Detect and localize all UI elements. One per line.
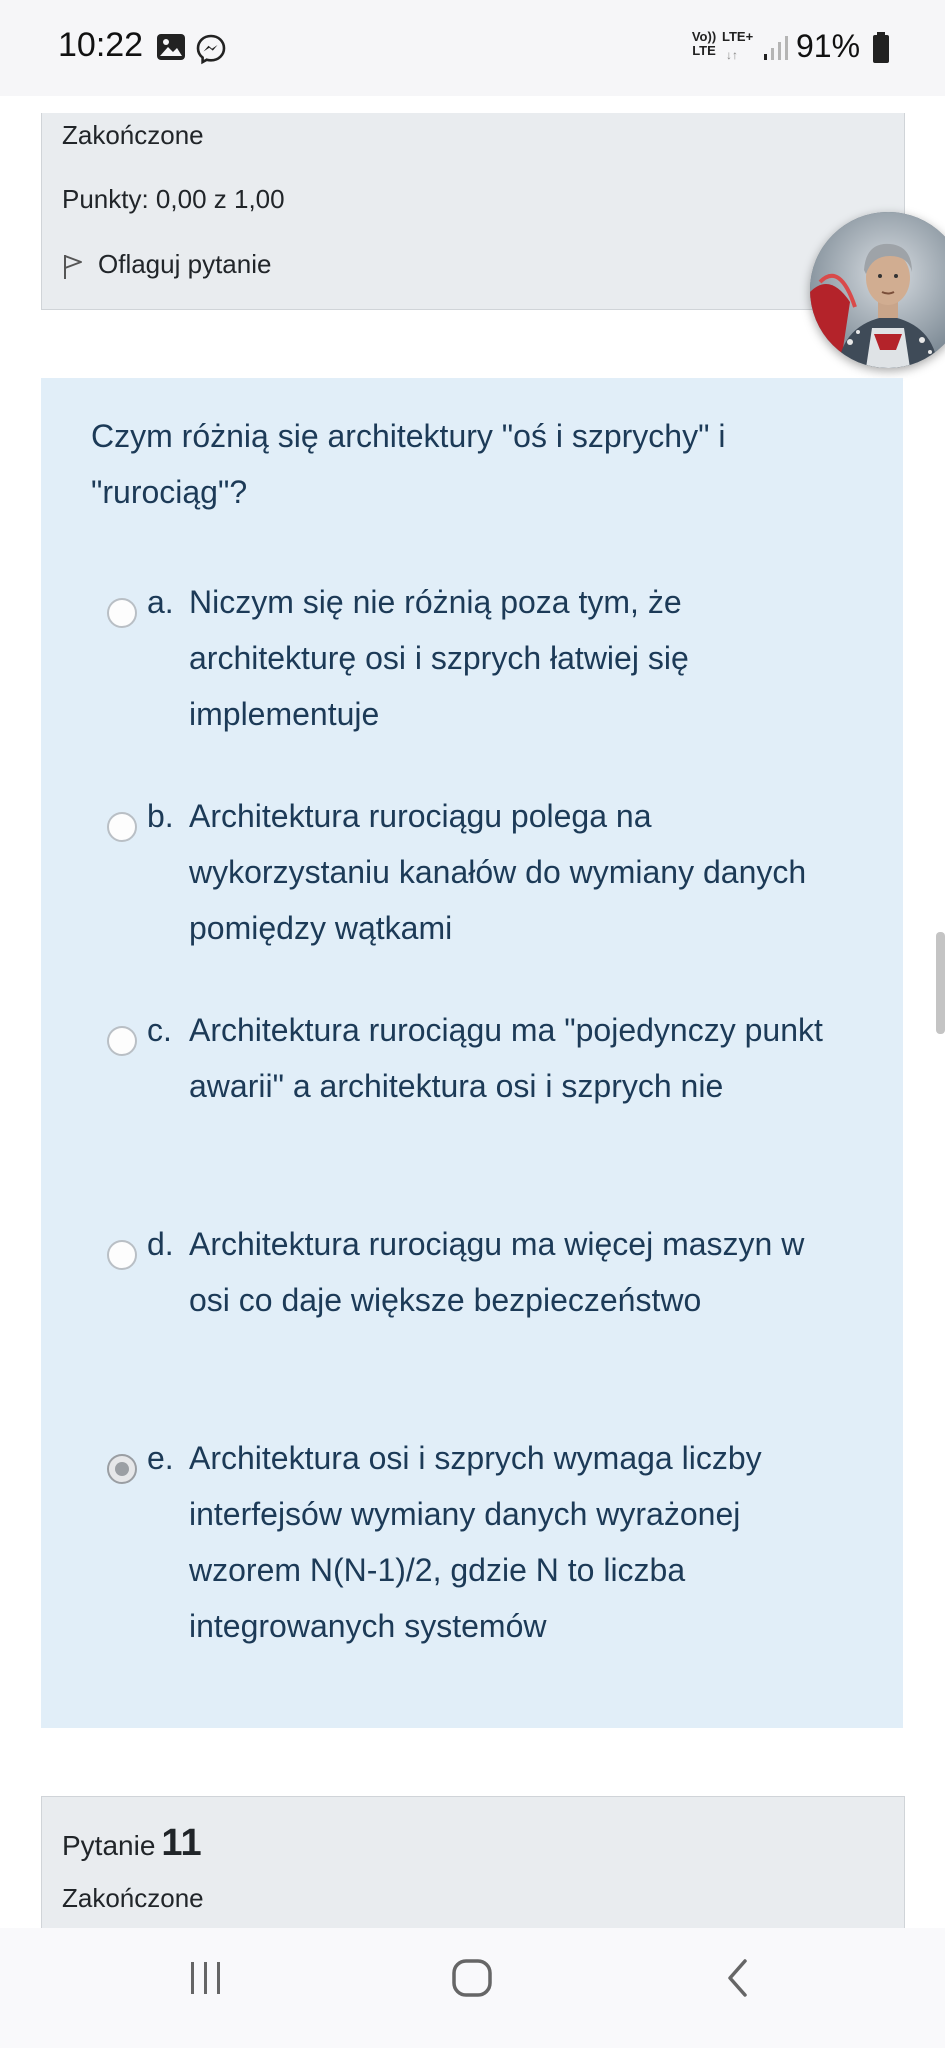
next-question-status: Zakończone <box>62 1883 204 1913</box>
previous-question-points: Punkty: 0,00 z 1,00 <box>62 184 285 214</box>
messenger-icon <box>195 33 227 70</box>
answer-letter: d. <box>147 1226 174 1262</box>
answer-radio-d[interactable] <box>107 1240 137 1270</box>
home-button[interactable] <box>449 1958 495 2003</box>
answer-text: Architektura rurociągu polega na wykorzystaniu kanałów do wymiany danych pomiędzy wątkami <box>189 798 807 946</box>
answer-text: Architektura rurociągu ma "pojedynczy punkt awarii" a architektura osi i szprych nie <box>189 1012 823 1104</box>
answer-radio-e[interactable] <box>107 1454 137 1484</box>
question-number-label <box>62 1822 202 1865</box>
question-number: 11 <box>161 1822 202 1864</box>
answer-text: Niczym się nie różnią poza tym, że architekturę osi i szprych łatwiej się implementuje <box>189 584 689 732</box>
battery-icon <box>872 32 890 69</box>
scrollbar-thumb[interactable] <box>936 932 945 1034</box>
volte-indicator: Vo)) LTE <box>691 29 717 58</box>
answer-letter: c. <box>147 1012 172 1048</box>
flag-question-link[interactable] <box>62 249 271 280</box>
back-button[interactable] <box>718 1958 758 2003</box>
question-label: Pytanie <box>62 1830 156 1861</box>
answer-radio-b[interactable] <box>107 812 137 842</box>
answer-radio-a[interactable] <box>107 598 137 628</box>
navigation-bar <box>0 1928 945 2048</box>
next-question-info <box>41 1796 905 1937</box>
previous-question-status: Zakończone <box>62 120 204 150</box>
recent-apps-button[interactable] <box>186 1958 226 2003</box>
status-time: 10:22 <box>58 26 144 64</box>
answer-letter: a. <box>147 584 174 620</box>
status-bar <box>0 0 945 96</box>
gallery-icon <box>156 33 186 66</box>
answer-text: Architektura rurociągu ma więcej maszyn w osi co daje większe bezpieczeństwo <box>189 1226 805 1318</box>
question-panel <box>41 378 903 1728</box>
data-arrows-icon: ↓↑ <box>726 48 738 62</box>
answer-radio-c[interactable] <box>107 1026 137 1056</box>
previous-question-info <box>41 113 905 310</box>
question-text: Czym różnią się architektury "oś i szprychy" i "rurociąg"? <box>91 418 726 510</box>
answer-letter: e. <box>147 1440 174 1476</box>
flag-question-label: Oflaguj pytanie <box>98 249 272 279</box>
answer-text: Architektura osi i szprych wymaga liczby interfejsów wymiany danych wyrażonej wzorem N(N-1)/2, gdzie N to liczba integrowanych systemów <box>189 1440 762 1644</box>
signal-icon <box>763 34 791 67</box>
answer-letter: b. <box>147 798 174 834</box>
battery-percent: 91% <box>796 28 861 64</box>
network-type: LTE+ <box>722 29 754 44</box>
flag-icon <box>62 254 84 280</box>
